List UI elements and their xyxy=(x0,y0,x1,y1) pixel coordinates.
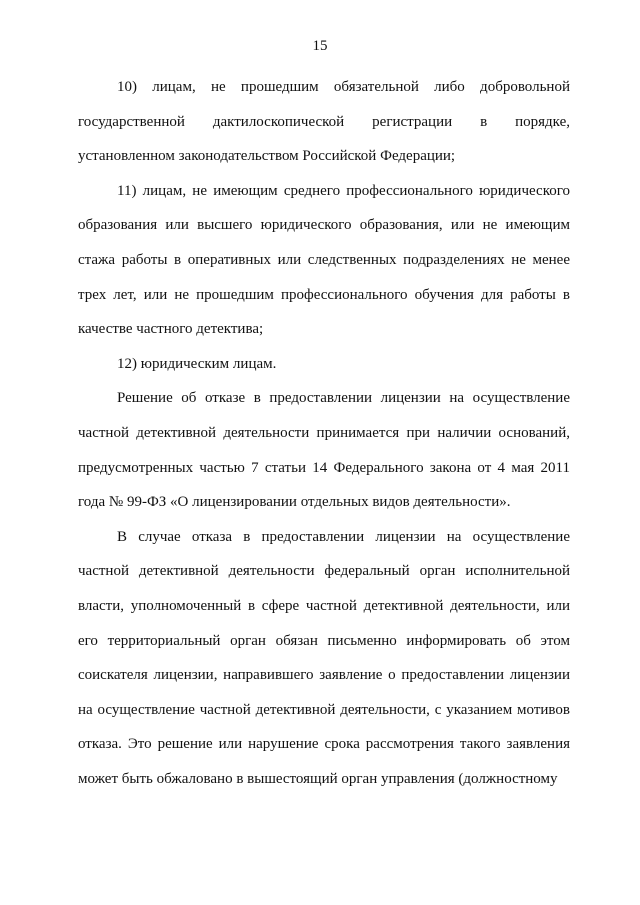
paragraph-item-10: 10) лицам, не прошедшим обязательной либо добровольной государственной дактилоскопической регистрации в порядке, установленном законодательством Российской Федерации; xyxy=(78,79,570,165)
document-body xyxy=(78,70,570,796)
paragraph-refusal-notification: В случае отказа в предоставлении лицензии на осуществление частной детективной деятельности федеральный орган исполнительной власти, уполномоченный в сфере частной детективной деятельности, или его территориальный орган обязан письменно информировать об этом соискателя лицензии, направившего заявление о предоставлении лицензии на осуществление частной детективной деятельности, с указанием мотивов отказа. Это решение или нарушение срока рассмотрения такого заявления может быть обжаловано в вышестоящий орган управления (должностному xyxy=(78,528,570,787)
paragraph-refusal-decision: Решение об отказе в предоставлении лицензии на осуществление частной детективной деятельности принимается при наличии оснований, предусмотренных частью 7 статьи 14 Федерального закона от 4 мая 2011 года № 99-ФЗ «О лицензировании отдельных видов деятельности». xyxy=(78,390,570,511)
paragraph-item-12: 12) юридическим лицам. xyxy=(117,355,277,372)
page-number: 15 xyxy=(312,38,328,54)
paragraph-item-11: 11) лицам, не имеющим среднего профессионального юридического образования или высшего юридического образования, или не имеющим стажа работы в оперативных или следственных подразделениях не менее трех лет, или не прошедшим профессионального обучения для работы в качестве частного детектива; xyxy=(78,182,570,338)
